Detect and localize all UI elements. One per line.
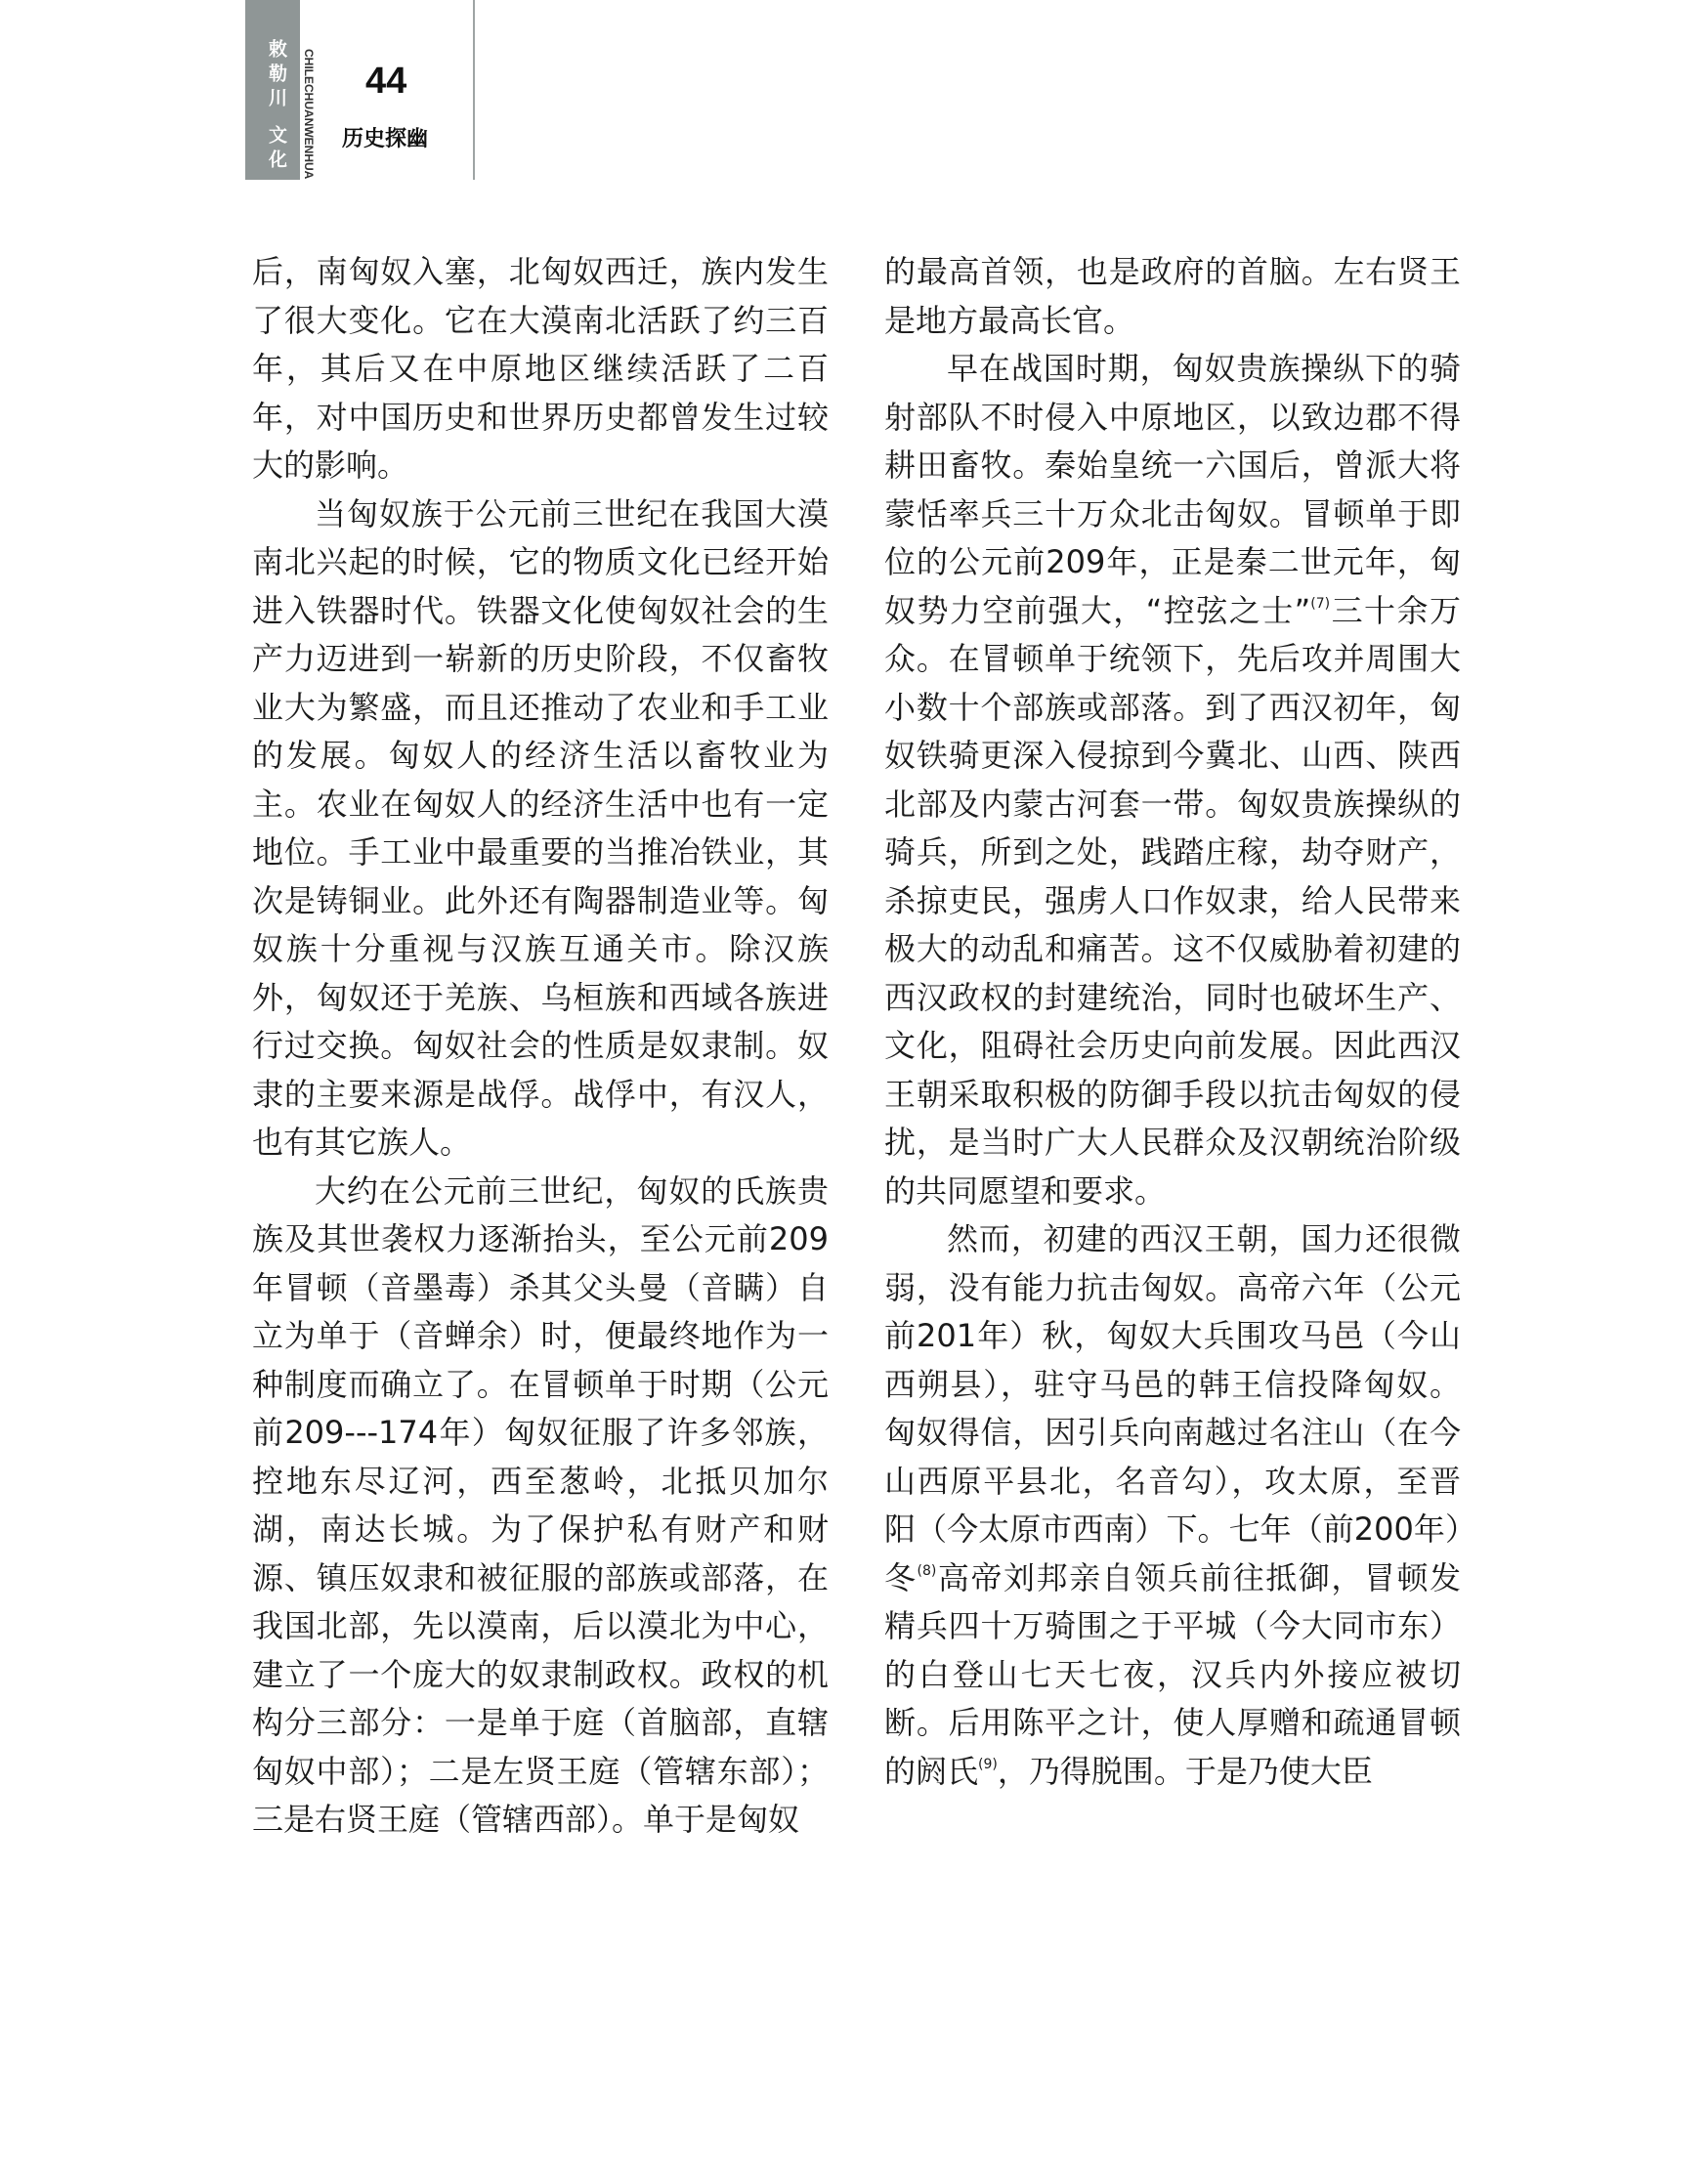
paragraph — [884, 345, 1461, 1215]
paragraph: 后，南匈奴入塞，北匈奴西迁，族内发生了很大变化。它在大漠南北活跃了约三百年，其后又在中原地区继续活跃了二百年，对中国历史和世界历史都曾发生过较大的影响。 — [252, 253, 829, 484]
paragraph-text: ，乃得脱围。于是乃使大臣 — [997, 1752, 1373, 1790]
paragraph: 的最高首领，也是政府的首脑。左右贤王是地方最高长官。 — [884, 253, 1461, 339]
magazine-name: 敕勒川 文化 — [266, 39, 287, 174]
magazine-name-latin: CHILECHUANWENHUA — [302, 49, 316, 180]
footnote-ref: (7) — [1310, 595, 1331, 612]
paragraph — [884, 1215, 1461, 1796]
paragraph: 大约在公元前三世纪，匈奴的氏族贵族及其世袭权力逐渐抬头，至公元前209年冒顿（音墨毒）杀其父头曼（音瞒）自立为单于（音蝉余）时，便最终地作为一种制度而确立了。在冒顿单于时期（公元前209---174年）匈奴征服了许多邻族，控地东尽辽河，西至葱岭，北抵贝加尔湖，南达长城。为了保护私有财产和财源、镇压奴隶和被征服的部族或部落，在我国北部，先以漠南，后以漠北为中心，建立了一个庞大的奴隶制政权。政权的机构分三部分：一是单于庭（首脑部，直辖匈奴中部）；二是左贤王庭（管辖东部）；三是右贤王庭（管辖西部）。单于是匈奴 — [252, 1171, 829, 1838]
header-divider — [473, 0, 475, 180]
footnote-ref: (9) — [978, 1756, 998, 1772]
paragraph-text: 然而，初建的西汉王朝，国力还很微弱，没有能力抗击匈奴。高帝六年（公元前201年）秋，匈奴大兵围攻马邑（今山西朔县），驻守马邑的韩王信投降匈奴。匈奴得信，因引兵向南越过名注山（在今山西原平县北，名音勾），攻太原，至晋阳（今太原市西南）下。七年（前200年）冬 — [884, 1220, 1461, 1596]
section-title: 历史探幽 — [342, 127, 429, 151]
paragraph-text: 早在战国时期，匈奴贵族操纵下的骑射部队不时侵入中原地区，以致边郡不得耕田畜牧。秦始皇统一六国后，曾派大将蒙恬率兵三十万众北击匈奴。冒顿单于即位的公元前209年，正是秦二世元年，匈奴势力空前强大，“控弦之士” — [884, 350, 1461, 629]
paragraph-text: 高帝刘邦亲自领兵前往抵御，冒顿发精兵四十万骑围之于平城（今大同市东）的白登山七天七夜，汉兵内外接应被切断。后用陈平之计，使人厚赠和疏通冒顿的阏氏 — [884, 1558, 1461, 1790]
footnote-ref: (8) — [917, 1562, 937, 1579]
left-column — [252, 248, 829, 1845]
paragraph: 当匈奴族于公元前三世纪在我国大漠南北兴起的时候，它的物质文化已经开始进入铁器时代。铁器文化使匈奴社会的生产力迈进到一崭新的历史阶段，不仅畜牧业大为繁盛，而且还推动了农业和手工业的发展。匈奴人的经济生活以畜牧业为主。农业在匈奴人的经济生活中也有一定地位。手工业中最重要的当推冶铁业，其次是铸铜业。此外还有陶器制造业等。匈奴族十分重视与汉族互通关市。除汉族外，匈奴还于羌族、乌桓族和西域各族进行过交换。匈奴社会的性质是奴隶制。奴隶的主要来源是战俘。战俘中，有汉人，也有其它族人。 — [252, 494, 829, 1161]
paragraph-text: 三十余万众。在冒顿单于统领下，先后攻并周围大小数十个部族或部落。到了西汉初年，匈奴铁骑更深入侵掠到今冀北、山西、陕西北部及内蒙古河套一带。匈奴贵族操纵的骑兵，所到之处，践踏庄稼，劫夺财产，杀掠吏民，强虏人口作奴隶，给人民带来极大的动乱和痛苦。这不仅威胁着初建的西汉政权的封建统治，同时也破坏生产、文化，阻碍社会历史向前发展。因此西汉王朝采取积极的防御手段以抗击匈奴的侵扰，是当时广大人民群众及汉朝统治阶级的共同愿望和要求。 — [884, 591, 1461, 1210]
page-number: 44 — [365, 61, 407, 102]
right-column — [884, 248, 1461, 1796]
